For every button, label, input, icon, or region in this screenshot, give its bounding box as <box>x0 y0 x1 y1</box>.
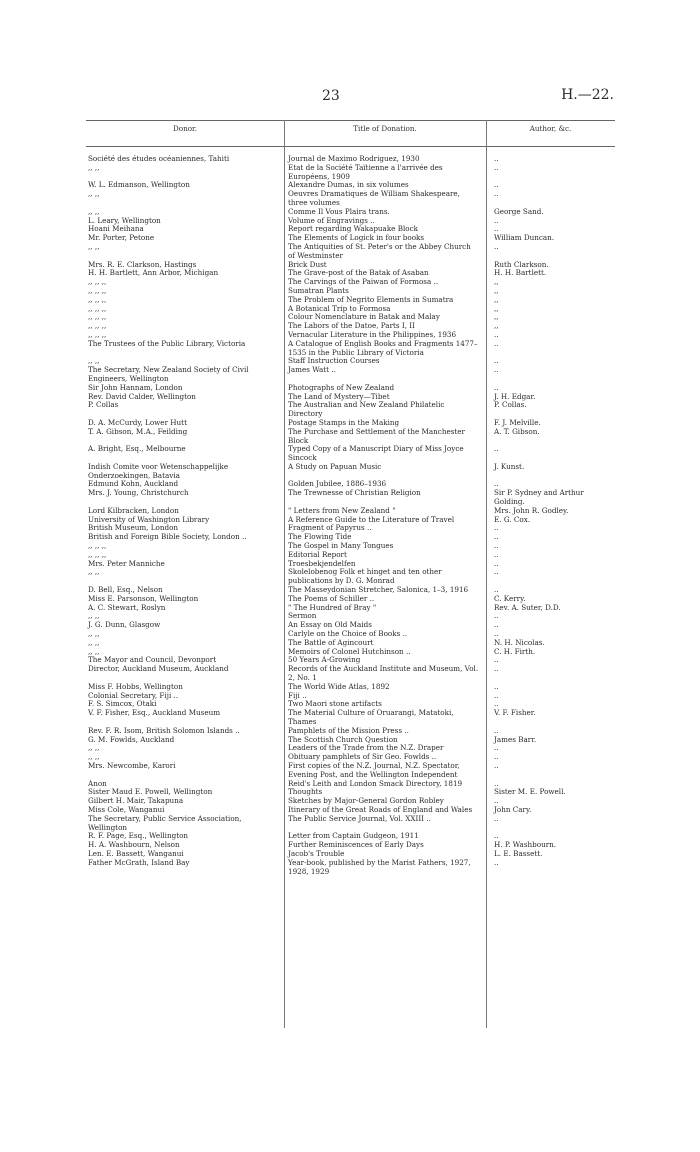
donor-cell: Director, Auckland Museum, Auckland <box>88 664 229 674</box>
donor-cell: British and Foreign Bible Society, London .. <box>88 532 247 542</box>
donor-cell: A. C. Stewart, Roslyn <box>88 602 166 612</box>
title-cell: The Gospel in Many Tongues <box>288 541 394 551</box>
donor-cell: Indish Comite voor Wetenschappelijke Onderzoekingen, Batavia <box>88 461 229 480</box>
author-cell: P. Collas. <box>494 400 527 410</box>
title-cell: James Watt .. <box>288 365 336 375</box>
donor-cell: The Trustees of the Public Library, Victoria <box>88 338 246 348</box>
donor-cell: V. F. Fisher, Esq., Auckland Museum <box>88 708 221 718</box>
donor-cell: Mrs. J. Young, Christchurch <box>88 488 189 498</box>
title-cell: Editorial Report <box>288 549 347 559</box>
donor-cell: ,, ,, <box>88 611 100 621</box>
title-cell: Sumatran Plants <box>288 285 349 295</box>
table-row <box>86 243 615 261</box>
table-row <box>86 859 615 877</box>
author-cell: .. <box>494 585 499 595</box>
title-cell: A Reference Guide to the Literature of Travel <box>288 514 455 524</box>
donor-cell: Rev. David Calder, Wellington <box>88 391 196 401</box>
donor-cell: Miss F. Hobbs, Wellington <box>88 681 183 691</box>
title-cell: Brick Dust <box>288 259 327 269</box>
author-cell: .. <box>494 329 499 339</box>
table-row <box>86 665 615 683</box>
table-row <box>86 604 615 613</box>
author-cell: .. <box>494 241 499 251</box>
donor-cell: ,, ,, ,, <box>88 312 107 322</box>
donor-cell: ,, ,, <box>88 356 100 366</box>
title-cell: Troesbekjendelfen <box>288 558 356 568</box>
author-cell: .. <box>494 655 499 665</box>
table-row <box>86 278 615 287</box>
title-cell: " Letters from New Zealand " <box>288 505 396 515</box>
donor-cell: Miss E. Parsonson, Wellington <box>88 593 199 603</box>
donor-cell: H. H. Bartlett, Ann Arbor, Michigan <box>88 268 219 278</box>
title-cell: The Australian and New Zealand Philatelic Directory <box>288 400 445 419</box>
donor-cell: The Mayor and Council, Devonport <box>88 655 217 665</box>
title-cell: A Botanical Trip to Formosa <box>288 303 391 313</box>
title-cell: Carlyle on the Choice of Books .. <box>288 629 408 639</box>
donor-cell: Edmund Kohn, Auckland <box>88 479 179 489</box>
title-cell: An Essay on Old Maids <box>288 620 372 630</box>
author-cell: A. T. Gibson. <box>494 426 540 436</box>
donor-cell: Len. E. Bassett, Wanganui <box>88 848 184 858</box>
title-cell: The Flowing Tide <box>288 532 352 542</box>
author-cell: .. <box>494 690 499 700</box>
author-cell: .. <box>494 558 499 568</box>
title-cell: Typed Copy of a Manuscript Diary of Miss Joyce Sincock <box>288 444 464 463</box>
title-cell: The Problem of Negrito Elements in Sumatra <box>288 294 454 304</box>
donor-cell: ,, ,, ,, <box>88 277 107 287</box>
title-cell: Pamphlets of the Mission Press .. <box>288 725 409 735</box>
title-cell: The Material Culture of Oruarangi, Matatoki, Thames <box>288 708 454 726</box>
title-cell: The Public Service Journal, Vol. XXIII .. <box>288 813 431 823</box>
donor-cell: Lord Kilbracken, London <box>88 505 179 515</box>
table-row <box>86 428 615 446</box>
title-cell: The Masseydonian Stretcher, Salonica, 1–3, 1916 <box>288 585 469 595</box>
author-cell: .. <box>494 857 499 867</box>
author-cell: .. <box>494 365 499 375</box>
title-cell: Comme Il Vous Plaira trans. <box>288 206 390 216</box>
donor-cell: F. S. Simcox, Otaki <box>88 699 157 709</box>
donor-cell: ,, ,, ,, <box>88 285 107 295</box>
author-cell: F. J. Melville. <box>494 417 541 427</box>
author-cell: ,, <box>494 294 499 304</box>
donor-cell: ,, ,, <box>88 629 100 639</box>
title-cell: Photographs of New Zealand <box>288 382 395 392</box>
donor-cell: Mrs. R. E. Clarkson, Hastings <box>88 259 197 269</box>
table-row <box>86 568 615 586</box>
document-reference: H.—22. <box>561 87 614 103</box>
author-cell: .. <box>494 224 499 234</box>
donor-cell: Rev. F. R. Isom, British Solomon Islands .. <box>88 725 240 735</box>
donor-cell: Sister Maud E. Powell, Wellington <box>88 787 213 797</box>
author-cell: James Barr. <box>494 734 537 744</box>
title-cell: Colour Nomenclature in Batak and Malay <box>288 312 440 322</box>
title-cell: Golden Jubilee, 1886–1936 <box>288 479 387 489</box>
author-cell: .. <box>494 154 499 163</box>
author-cell: .. <box>494 611 499 621</box>
title-cell: The World Wide Atlas, 1892 <box>288 681 390 691</box>
donor-cell: Hoani Meihana <box>88 224 144 234</box>
author-cell: .. <box>494 796 499 806</box>
table-row <box>86 762 615 780</box>
donor-cell: ,, ,, ,, <box>88 541 107 551</box>
author-cell: Mrs. John R. Godley. <box>494 505 569 515</box>
author-cell: H. H. Bartlett. <box>494 268 547 278</box>
donor-cell: ,, ,, <box>88 241 100 251</box>
donor-cell: A. Bright, Esq., Melbourne <box>88 444 186 454</box>
table-row <box>86 164 615 182</box>
author-cell: Sister M. E. Powell. <box>494 787 566 797</box>
title-cell: Postage Stamps in the Making <box>288 417 400 427</box>
donor-cell: Société des études océaniennes, Tahiti <box>88 154 230 163</box>
author-cell: L. E. Bassett. <box>494 848 543 858</box>
header-rule <box>86 146 615 147</box>
page-number: 23 <box>322 88 340 104</box>
title-cell: The Land of Mystery—Tibet <box>288 391 390 401</box>
donor-cell: G. M. Fowlds, Auckland <box>88 734 175 744</box>
title-cell: A Catalogue of English Books and Fragments 1477–1535 in the Public Library of Victoria <box>288 338 478 357</box>
title-cell: " The Hundred of Bray " <box>288 602 377 612</box>
donor-cell: D. A. McCurdy, Lower Hutt <box>88 417 187 427</box>
donor-cell: Sir John Hannam, London <box>88 382 183 392</box>
author-cell: ,, <box>494 285 499 295</box>
title-cell: The Elements of Logick in four books <box>288 233 425 243</box>
donor-cell: H. A. Washbourn, Nelson <box>88 840 180 850</box>
title-cell: The Antiquities of St. Peter's or the Abbey Church of Westminster <box>288 241 471 260</box>
title-cell: Thoughts <box>288 787 323 797</box>
title-cell: The Poems of Schiller .. <box>288 593 375 603</box>
author-cell: .. <box>494 567 499 577</box>
author-cell: .. <box>494 444 499 454</box>
donor-cell: Gilbert H. Mair, Takapuna <box>88 796 184 806</box>
title-cell: First copies of the N.Z. Journal, N.Z. Spectator, Evening Post, and the Wellington Independent <box>288 760 460 779</box>
donor-cell: ,, ,, <box>88 189 100 199</box>
title-cell: Jacob's Trouble <box>288 848 345 858</box>
donor-cell: D. Bell, Esq., Nelson <box>88 585 163 595</box>
donations-table <box>86 155 615 876</box>
author-cell: .. <box>494 831 499 841</box>
title-cell: The Purchase and Settlement of the Manchester Block <box>288 426 465 445</box>
donor-cell: ,, ,, <box>88 646 100 656</box>
author-cell: William Duncan. <box>494 233 555 243</box>
title-cell: Staff Instruction Courses <box>288 356 380 366</box>
title-cell: Sermon <box>288 611 317 621</box>
author-cell: .. <box>494 162 499 172</box>
title-cell: Vernacular Literature in the Philippines, 1936 <box>288 329 457 339</box>
title-cell: Itinerary of the Great Roads of England and Wales <box>288 804 473 814</box>
title-cell: Volume of Engravings .. <box>288 215 375 225</box>
author-cell: J. H. Edgar. <box>494 391 536 401</box>
title-cell: The Grave-post of the Batak of Asaban <box>288 268 429 278</box>
donor-cell: The Secretary, New Zealand Society of Civil Engineers, Wellington <box>88 365 249 383</box>
author-cell: John Cary. <box>494 804 532 814</box>
table-row <box>86 445 615 463</box>
author-cell: .. <box>494 620 499 630</box>
donor-cell: ,, ,, ,, <box>88 321 107 331</box>
donor-cell: British Museum, London <box>88 523 179 533</box>
author-cell: .. <box>494 356 499 366</box>
author-cell: .. <box>494 549 499 559</box>
donor-cell: Mrs. Peter Manniche <box>88 558 165 568</box>
donor-cell: ,, ,, ,, <box>88 549 107 559</box>
author-cell: Ruth Clarkson. <box>494 259 549 269</box>
title-cell: Sketches by Major-General Gordon Robley <box>288 796 444 806</box>
title-cell: The Carvings of the Paiwan of Formosa .. <box>288 277 439 287</box>
title-cell: Fiji .. <box>288 690 307 700</box>
title-cell: Report regarding Wakapuake Block <box>288 224 419 234</box>
donor-cell: J. G. Dunn, Glasgow <box>88 620 161 630</box>
donor-cell: ,, ,, <box>88 743 100 753</box>
title-cell: Two Maori stone artifacts <box>288 699 382 709</box>
table-row <box>86 366 615 384</box>
donor-cell: ,, ,, <box>88 206 100 216</box>
author-cell: .. <box>494 215 499 225</box>
donor-cell: ,, ,, ,, <box>88 303 107 313</box>
author-cell: .. <box>494 681 499 691</box>
author-cell: ,, <box>494 321 499 331</box>
author-cell: .. <box>494 760 499 770</box>
author-cell: .. <box>494 813 499 823</box>
title-cell: Further Reminiscences of Early Days <box>288 840 424 850</box>
donor-cell: W. L. Edmanson, Wellington <box>88 180 190 190</box>
donor-cell: ,, ,, <box>88 637 100 647</box>
title-cell: Year-book, published by the Marist Fathers, 1927, 1928, 1929 <box>288 857 471 876</box>
author-cell: ,, <box>494 312 499 322</box>
author-cell: .. <box>494 629 499 639</box>
top-rule <box>86 120 615 121</box>
header-title: Title of Donation. <box>353 124 417 133</box>
donor-cell: Father McGrath, Island Bay <box>88 857 190 867</box>
author-cell: George Sand. <box>494 206 544 216</box>
author-cell: N. H. Nicolas. <box>494 637 545 647</box>
title-cell: Records of the Auckland Institute and Museum, Vol. 2, No. 1 <box>288 664 479 683</box>
author-cell: .. <box>494 541 499 551</box>
author-cell: .. <box>494 699 499 709</box>
donor-cell: The Secretary, Public Service Association, Wellington <box>88 813 242 832</box>
table-row <box>86 340 615 358</box>
author-cell: .. <box>494 532 499 542</box>
author-cell: .. <box>494 382 499 392</box>
title-cell: Fragment of Papyrus .. <box>288 523 372 533</box>
author-cell: J. Kunst. <box>494 461 525 471</box>
author-cell: .. <box>494 664 499 674</box>
author-cell: ,, <box>494 277 499 287</box>
title-cell: The Battle of Agincourt <box>288 637 374 647</box>
author-cell: .. <box>494 479 499 489</box>
author-cell: Sir P. Sydney and Arthur Golding. <box>494 488 584 507</box>
title-cell: A Study on Papuan Music <box>288 461 382 471</box>
title-cell: Leaders of the Trade from the N.Z. Draper <box>288 743 444 753</box>
author-cell: C. H. Firth. <box>494 646 536 656</box>
author-cell: .. <box>494 180 499 190</box>
donor-cell: ,, ,, <box>88 162 100 172</box>
donor-cell: ,, ,, ,, <box>88 329 107 339</box>
donor-cell: ,, ,, <box>88 752 100 762</box>
title-cell: The Scottish Church Question <box>288 734 398 744</box>
author-cell: .. <box>494 189 499 199</box>
author-cell: H. P. Washbourn. <box>494 840 557 850</box>
title-cell: Reid's Leith and London Smack Directory, 1819 <box>288 778 463 788</box>
donor-cell: Mr. Porter, Petone <box>88 233 155 243</box>
donor-cell: ,, ,, <box>88 567 100 577</box>
donor-cell: R. F. Page, Esq., Wellington <box>88 831 189 841</box>
title-cell: Alexandre Dumas, in six volumes <box>288 180 409 190</box>
table-row <box>86 542 615 551</box>
author-cell: ,, <box>494 303 499 313</box>
header-author: Author, &c. <box>529 124 572 133</box>
donor-cell: Colonial Secretary, Fiji .. <box>88 690 179 700</box>
author-cell: .. <box>494 743 499 753</box>
donor-cell: P. Collas <box>88 400 119 410</box>
table-row <box>86 815 615 833</box>
donor-cell: Mrs. Newcombe, Karori <box>88 760 176 770</box>
header-donor: Donor. <box>173 124 197 133</box>
title-cell: The Labors of the Datoe, Parts I, II <box>288 321 415 331</box>
author-cell: Rev. A. Suter, D.D. <box>494 602 561 612</box>
table-row <box>86 190 615 208</box>
title-cell: Skolelobenog Folk et hinget and ten other publications by D. G. Monrad <box>288 567 442 586</box>
table-row <box>86 401 615 419</box>
donor-cell: T. A. Gibson, M.A., Feilding <box>88 426 188 436</box>
title-cell: Memoirs of Colonel Hutchinson .. <box>288 646 411 656</box>
donor-cell: University of Washington Library <box>88 514 210 524</box>
title-cell: The Trewnesse of Christian Religion <box>288 488 421 498</box>
author-cell: .. <box>494 523 499 533</box>
table-row <box>86 489 615 507</box>
table-row <box>86 463 615 481</box>
title-cell: 50 Years A-Growing <box>288 655 361 665</box>
table-row <box>86 709 615 727</box>
title-cell: Oeuvres Dramatiques de William Shakespeare, three volumes <box>288 189 460 207</box>
donor-cell: Miss Cole, Wanganui <box>88 804 165 814</box>
title-cell: Etat de la Société Taïtienne a l'arrivée des Européens, 1909 <box>288 162 443 181</box>
title-cell: Obituary pamphlets of Sir Geo. Fowlds .. <box>288 752 437 762</box>
author-cell: E. G. Cox. <box>494 514 531 524</box>
author-cell: .. <box>494 338 499 348</box>
donor-cell: L. Leary, Wellington <box>88 215 161 225</box>
title-cell: Journal de Maximo Rodriguez, 1930 <box>288 154 420 163</box>
author-cell: C. Kerry. <box>494 593 526 603</box>
title-cell: Letter from Captain Gudgeon, 1911 <box>288 831 419 841</box>
author-cell: .. <box>494 725 499 735</box>
donor-cell: ,, ,, ,, <box>88 294 107 304</box>
donor-cell: Anon <box>88 778 107 788</box>
author-cell: .. <box>494 752 499 762</box>
author-cell: .. <box>494 778 499 788</box>
author-cell: V. F. Fisher. <box>494 708 536 718</box>
